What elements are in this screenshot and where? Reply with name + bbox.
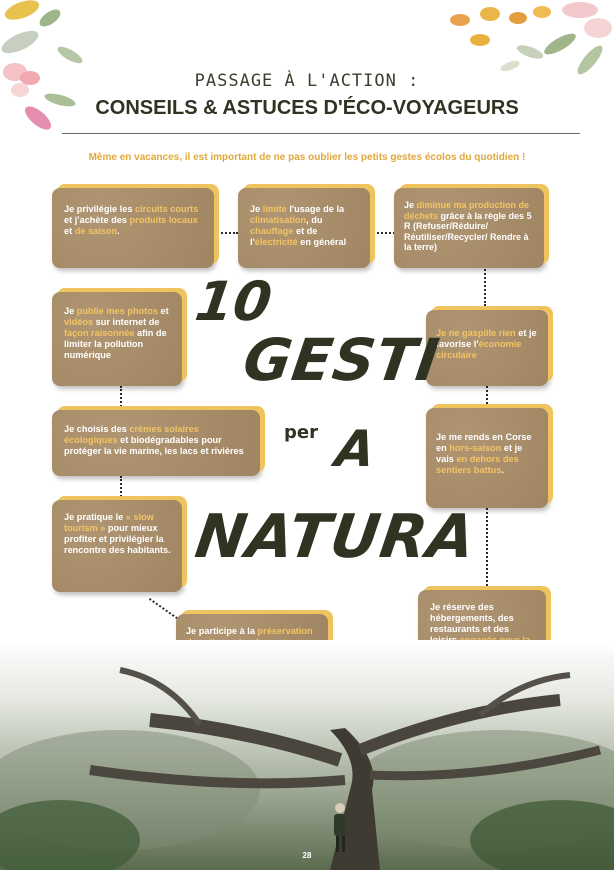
tip-card-waste-reduction: Je diminue ma production de déchets grâce à la règle des 5 R (Refuser/Réduire/ Réutiliser/Recycler/ Rendre à la terre) <box>394 188 544 268</box>
connector <box>484 266 486 306</box>
tip-card-slow-tourism: Je pratique le « slow tourism » pour mieux profiter et privilégier la rencontre des habitants. <box>52 500 182 592</box>
big-title-natura: NATURA <box>191 502 481 572</box>
tip-card-eco-sunscreen: Je choisis des crèmes solaires écologiques et biodégradables pour protéger la vie marine, les lacs et rivières <box>52 410 260 476</box>
tip-card-circular-economy: Je ne gaspille rien et je favorise l'économie circulaire <box>426 310 548 386</box>
big-title-ten: 10 <box>191 270 276 333</box>
connector <box>120 476 122 500</box>
tip-card-local-products: Je privilégie les circuits courts et j'achète des produits locaux et de saison. <box>52 188 214 268</box>
forest-tree-photo <box>0 640 614 870</box>
page-title: CONSEILS & ASTUCES D'ÉCO-VOYAGEURS <box>95 97 519 119</box>
connector <box>120 386 122 410</box>
tip-card-eco-accommodation: Je réserve des hébergements, des restaurants et des <box>418 590 546 680</box>
page-subtitle: Même en vacances, il est important de ne pas oublier les petits gestes écolos du quotidien ! <box>88 152 526 163</box>
flower-decoration-top-right <box>430 0 614 110</box>
big-title-a: A <box>331 420 379 478</box>
tip-card-natural-sites: Je participe à la préservation <box>176 614 328 662</box>
tip-card-off-season: Je me rends en Corse en hors-saison et je vais en dehors des sentiers battus. <box>426 408 548 508</box>
connector <box>486 508 488 590</box>
connector <box>149 598 178 619</box>
connector <box>486 386 488 408</box>
tip-card-energy-use: Je limite l'usage de la climatisation, du chauffage et de l'électricité en général <box>238 188 370 268</box>
tip-card-digital-pollution: Je publie mes photos et vidéos sur internet de façon raisonnée afin de limiter la pollution numérique <box>52 292 182 386</box>
section-kicker: PASSAGE À L'ACTION : <box>194 71 420 91</box>
connector <box>214 232 238 234</box>
big-title-gesti: GESTI <box>239 326 444 394</box>
title-divider <box>62 133 580 134</box>
page-number: 28 <box>302 851 312 860</box>
big-title-per: per <box>284 422 318 443</box>
